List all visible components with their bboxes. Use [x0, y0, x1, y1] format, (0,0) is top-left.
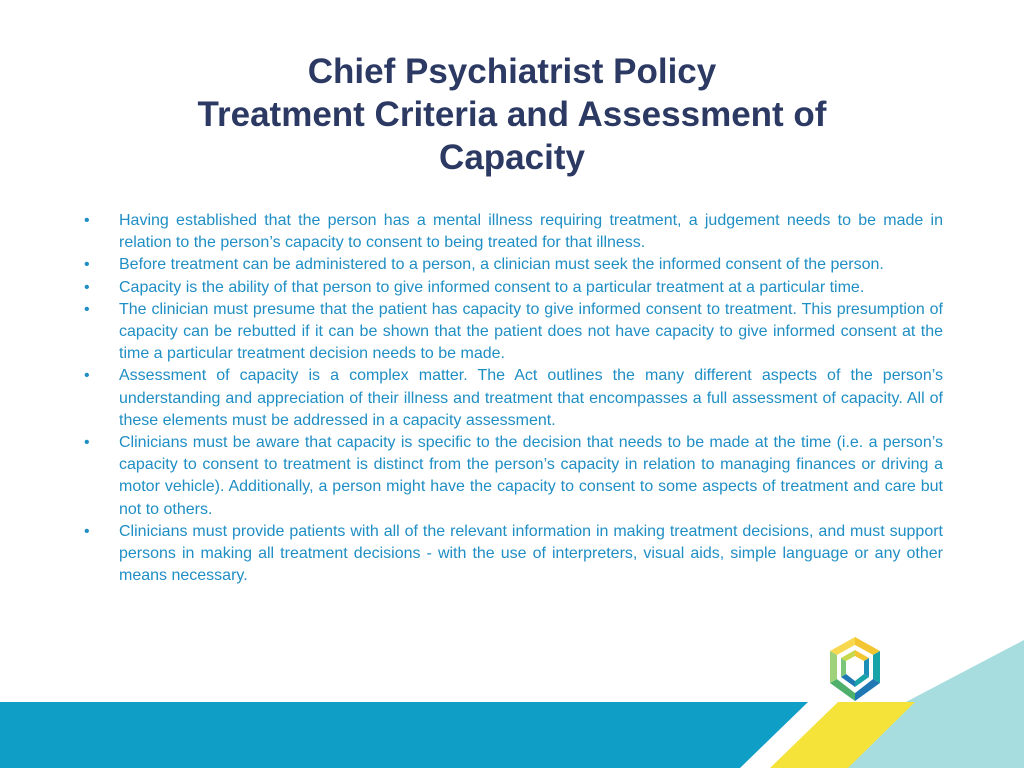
bullet-marker: •	[84, 522, 90, 540]
bullet-marker: •	[84, 212, 90, 229]
bullet-marker: •	[84, 300, 90, 318]
title-line-1: Chief Psychiatrist Policy	[307, 52, 717, 91]
bullet-marker: •	[84, 367, 90, 385]
bullet-text: Clinicians must provide patients with all of the relevant information in making treatment decisions, and must support persons in making all treatment decisions - with the use of interpreters, visual aids, simple language or any other means necessary.	[119, 522, 943, 585]
title-line-2: Treatment Criteria and Assessment of	[197, 95, 827, 134]
blue-band	[0, 702, 808, 768]
bullet-marker: •	[84, 278, 90, 296]
bullet-marker: •	[84, 434, 90, 452]
hexagon-logo-icon	[826, 636, 884, 702]
bullet-text: Assessment of capacity is a complex matter. The Act outlines the many different aspects of the person’s understanding and appreciation of their illness and treatment that encompasses a full assessment of capacity. All of these elements must be addressed in a capacity assessment.	[119, 367, 943, 429]
bullet-text: Clinicians must be aware that capacity is specific to the decision that needs to be made at the time (i.e. a person’s capacity to consent to treatment is distinct from the person’s capacity in relation to managing finances or driving a motor vehicle). Additionally, a person might have the capacity to consent to some aspects of treatment and care but not to others.	[119, 434, 943, 518]
bullet-marker: •	[84, 256, 90, 274]
bullet-text: Capacity is the ability of that person to give informed consent to a particular treatment at a particular time.	[119, 278, 865, 296]
bullet-text: Having established that the person has a mental illness requiring treatment, a judgement needs to be made in relation to the person’s capacity to consent to being treated for that illness.	[119, 212, 943, 252]
title-line-3: Capacity	[439, 138, 585, 177]
bullet-text: Before treatment can be administered to a person, a clinician must seek the informed consent of the person.	[119, 256, 884, 274]
bullet-text: The clinician must presume that the patient has capacity to give informed consent to treatment. This presumption of capacity can be rebutted if it can be shown that the patient does not have capacity to give informed consent at the time a particular treatment decision needs to be made.	[119, 300, 943, 363]
